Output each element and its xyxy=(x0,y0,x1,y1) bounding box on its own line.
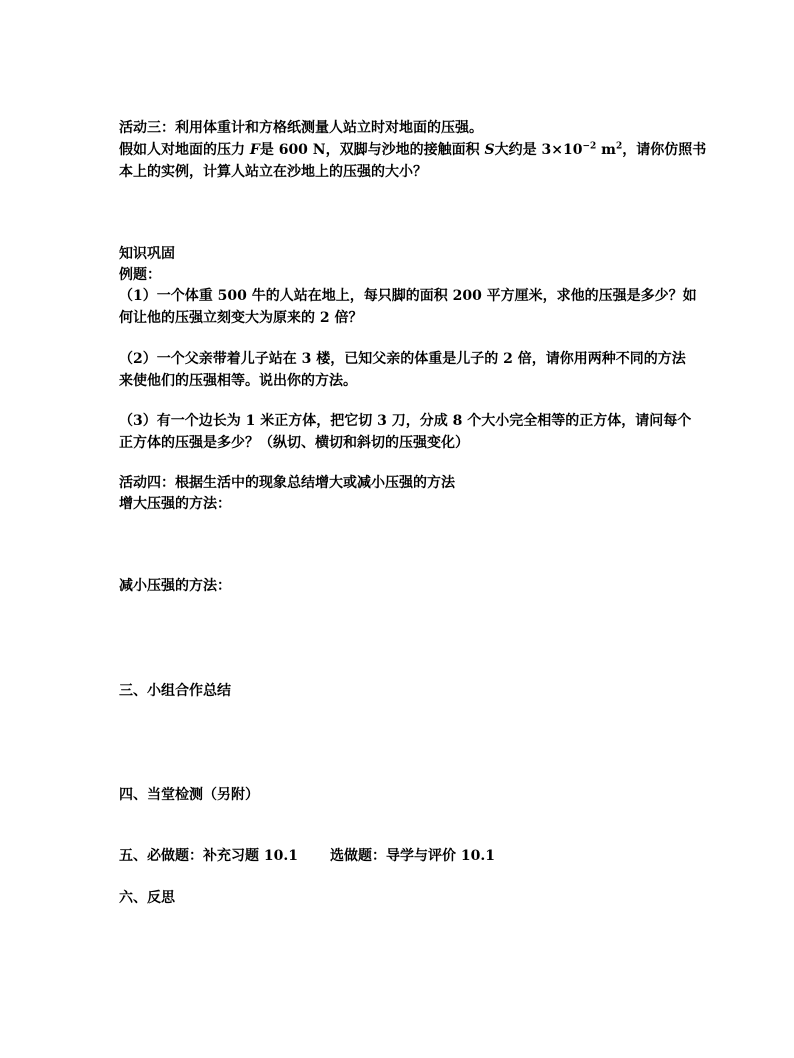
section-6-heading: 六、反思 xyxy=(119,890,175,906)
section-3-heading: 三、小组合作总结 xyxy=(119,683,231,699)
activity3-text-a: 假如人对地面的压力 xyxy=(119,142,250,158)
activity3-line1 xyxy=(119,139,707,161)
increase-pressure-label: 增大压强的方法： xyxy=(119,496,231,512)
question-1-line2: 何让他的压强立刻变大为原来的 2 倍？ xyxy=(119,310,363,326)
activity3-line2: 本上的实例，计算人站立在沙地上的压强的大小？ xyxy=(119,164,427,180)
activity3-heading: 活动三：利用体重计和方格纸测量人站立时对地面的压强。 xyxy=(119,120,483,136)
activity3-text-b: 是 600 N，双脚与沙地的接触面积 xyxy=(259,142,485,158)
knowledge-heading: 知识巩固 xyxy=(119,246,175,262)
section-4-heading: 四、当堂检测（另附） xyxy=(119,787,259,803)
decrease-pressure-label: 减小压强的方法： xyxy=(119,578,231,594)
activity3-text-e: ，请你仿照书 xyxy=(622,142,707,158)
variable-f: F xyxy=(249,142,260,158)
example-label: 例题： xyxy=(119,267,161,283)
activity4-heading: 活动四：根据生活中的现象总结增大或减小压强的方法 xyxy=(119,475,455,491)
question-1-line1: （1）一个体重 500 牛的人站在地上，每只脚的面积 200 平方厘米，求他的压强是多少？如 xyxy=(119,288,697,304)
variable-s: S xyxy=(484,142,495,158)
section-5-heading xyxy=(119,845,679,867)
question-3-line1: （3）有一个边长为 1 米正方体，把它切 3 刀，分成 8 个大小完全相等的正方体，请问每个 xyxy=(119,413,692,429)
required-homework: 五、必做题：补充习题 10.1 xyxy=(119,848,298,864)
activity3-text-c: 大约是 3×10 xyxy=(494,142,583,158)
question-2-line1: （2）一个父亲带着儿子站在 3 楼，已知父亲的体重是儿子的 2 倍，请你用两种不同的方法 xyxy=(119,351,686,367)
question-2-line2: 来使他们的压强相等。说出你的方法。 xyxy=(119,373,357,389)
exponent-2: 2 xyxy=(615,141,623,152)
optional-homework: 选做题：导学与评价 10.1 xyxy=(329,848,495,864)
question-3-line2: 正方体的压强是多少？（纵切、横切和斜切的压强变化） xyxy=(119,435,469,451)
exponent-1: −2 xyxy=(582,141,597,152)
activity3-text-d: m xyxy=(596,142,616,158)
